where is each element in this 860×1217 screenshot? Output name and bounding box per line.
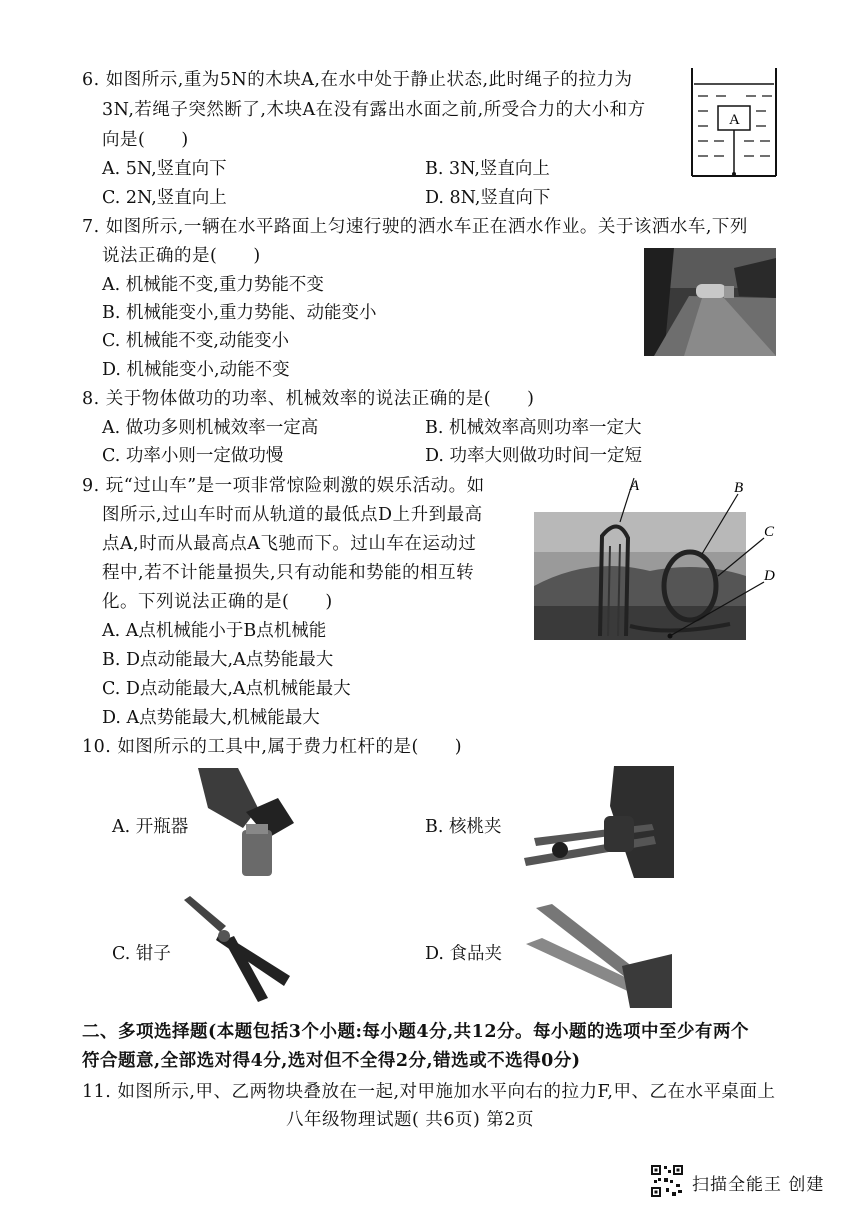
q8-line1: 8. 关于物体做功的功率、机械效率的说法正确的是( ): [82, 389, 535, 409]
food-tongs-photo: [522, 904, 672, 1008]
section2-header-line1: 二、多项选择题(本题包括3个小题:每小题4分,共12分。每小题的选项中至少有两个: [82, 1022, 750, 1042]
coaster-label-b: B: [734, 480, 744, 496]
q9-option-d: D. A点势能最大,机械能最大: [102, 708, 320, 728]
q7-line2: 说法正确的是( ): [102, 246, 261, 266]
section2-header-line2: 符合题意,全部选对得4分,选对但不全得2分,错选或不选得0分): [82, 1051, 581, 1071]
q6-line1: 6. 如图所示,重为5N的木块A,在水中处于静止状态,此时绳子的拉力为: [82, 70, 633, 90]
q10-line1: 10. 如图所示的工具中,属于费力杠杆的是( ): [82, 737, 463, 757]
qr-code-icon: [650, 1164, 684, 1198]
sprinkler-truck-photo: [644, 248, 776, 356]
q7-option-a: A. 机械能不变,重力势能不变: [102, 275, 324, 295]
coaster-label-a: A: [630, 478, 640, 494]
q9-line2: 图所示,过山车时而从轨道的最低点D上升到最高: [102, 505, 483, 525]
nutcracker-photo: [514, 766, 674, 878]
q7-option-c: C. 机械能不变,动能变小: [102, 331, 289, 351]
q7-option-d: D. 机械能变小,动能不变: [102, 360, 290, 380]
q8-option-b: B. 机械效率高则功率一定大: [425, 418, 642, 438]
coaster-label-c: C: [764, 524, 775, 540]
bottle-opener-photo: [198, 768, 298, 876]
q6-option-b: B. 3N,竖直向上: [425, 159, 550, 179]
q9-option-b: B. D点动能最大,A点势能最大: [102, 650, 334, 670]
page-footer: 八年级物理试题( 共6页) 第2页: [286, 1110, 535, 1130]
q6-line2: 3N,若绳子突然断了,木块A在没有露出水面之前,所受合力的大小和方: [102, 100, 646, 120]
q10-option-a: A. 开瓶器: [112, 817, 189, 837]
q6-option-a: A. 5N,竖直向下: [102, 159, 227, 179]
scanner-watermark: 扫描全能王 创建: [692, 1175, 825, 1195]
q10-option-c: C. 钳子: [112, 944, 171, 964]
q8-option-c: C. 功率小则一定做功慢: [102, 446, 284, 466]
q8-option-a: A. 做功多则机械效率一定高: [102, 418, 319, 438]
q9-line3: 点A,时而从最高点A飞驰而下。过山车在运动过: [102, 534, 477, 554]
coaster-label-d: D: [764, 568, 775, 584]
q9-option-c: C. D点动能最大,A点机械能最大: [102, 679, 351, 699]
q6-option-c: C. 2N,竖直向上: [102, 188, 227, 208]
q6-option-d: D. 8N,竖直向下: [425, 188, 551, 208]
q9-line5: 化。下列说法正确的是( ): [102, 592, 333, 612]
q6-line3: 向是( ): [102, 130, 189, 150]
roller-coaster-photo: [530, 476, 780, 642]
q10-option-b: B. 核桃夹: [425, 817, 502, 837]
q9-line1: 9. 玩“过山车”是一项非常惊险刺激的娱乐活动。如: [82, 476, 485, 496]
q7-line1: 7. 如图所示,一辆在水平路面上匀速行驶的洒水车正在洒水作业。关于该洒水车,下列: [82, 217, 748, 237]
q11-line1: 11. 如图所示,甲、乙两物块叠放在一起,对甲施加水平向右的拉力F,甲、乙在水平桌面上: [82, 1082, 776, 1102]
water-container-figure: [690, 66, 778, 178]
block-a-label: A: [729, 112, 740, 128]
pliers-photo: [180, 896, 300, 1006]
q10-option-d: D. 食品夹: [425, 944, 503, 964]
q9-option-a: A. A点机械能小于B点机械能: [102, 621, 327, 641]
q8-option-d: D. 功率大则做功时间一定短: [425, 446, 643, 466]
q9-line4: 程中,若不计能量损失,只有动能和势能的相互转: [102, 563, 475, 583]
q7-option-b: B. 机械能变小,重力势能、动能变小: [102, 303, 377, 323]
